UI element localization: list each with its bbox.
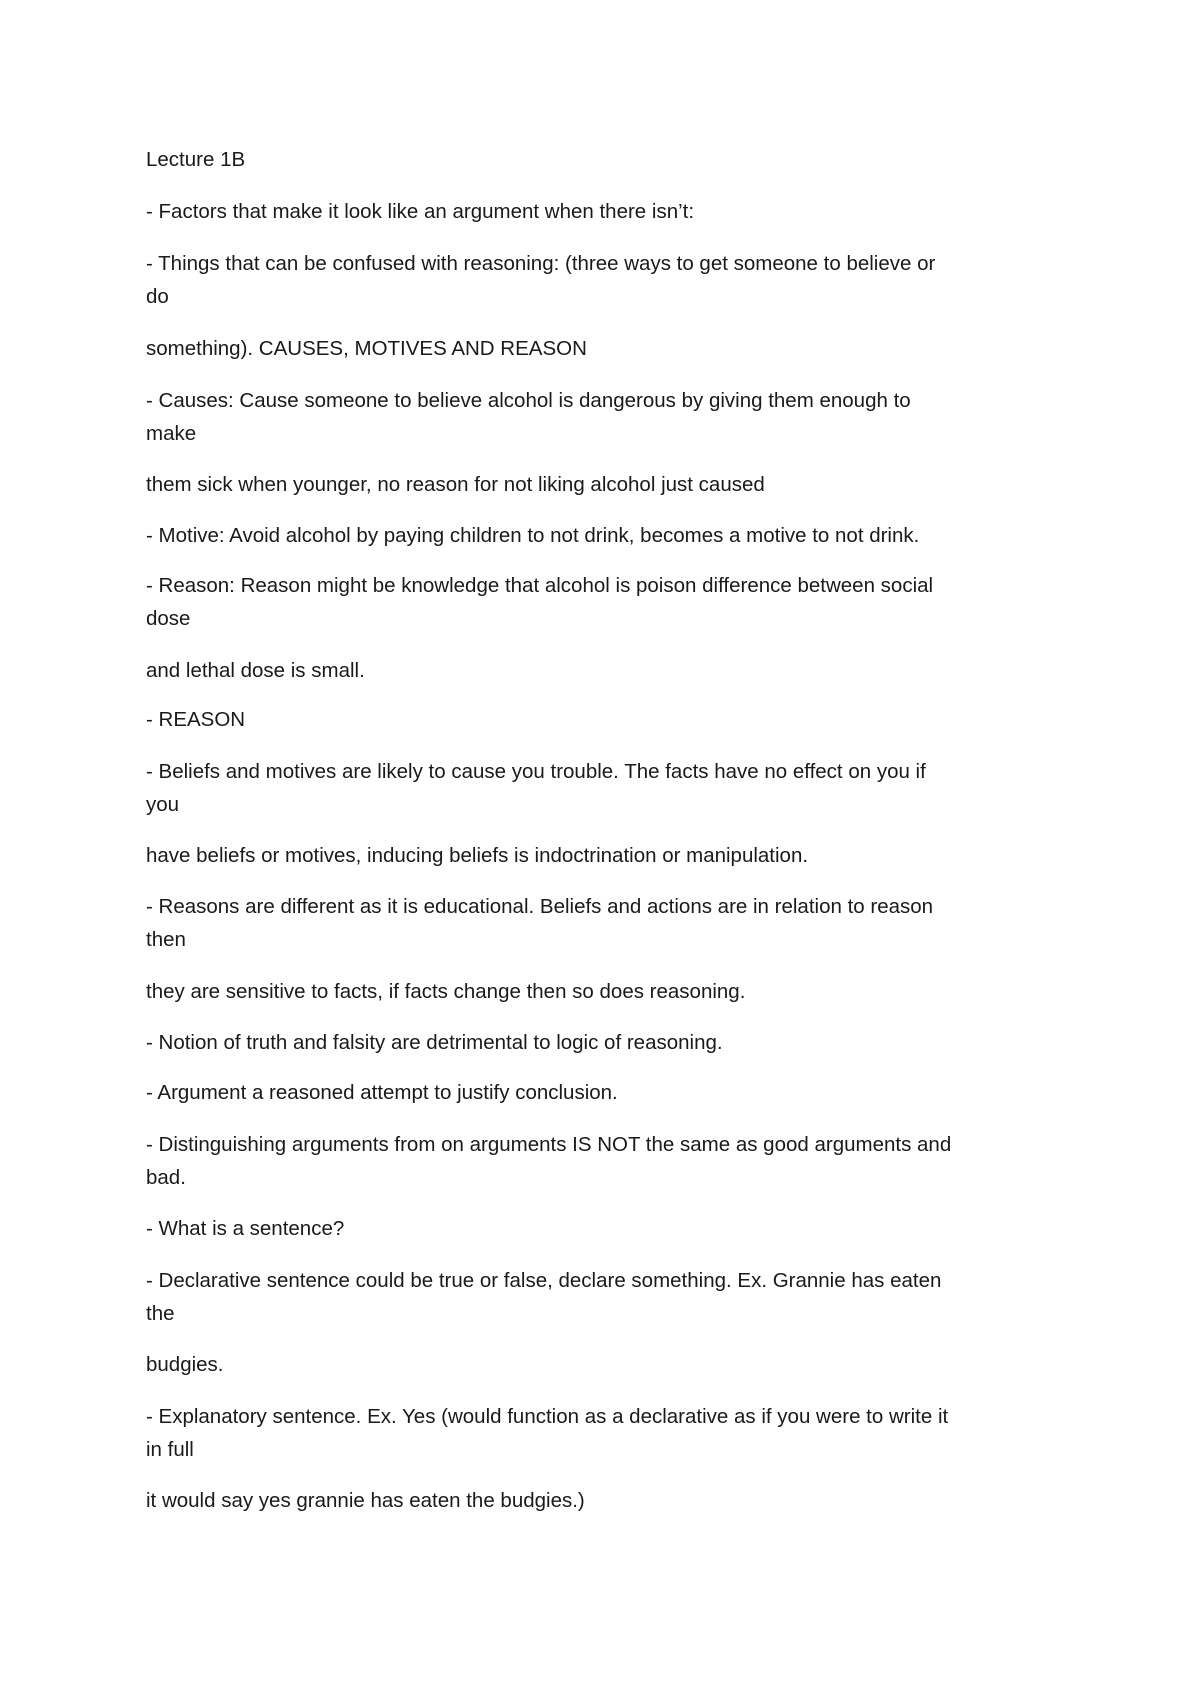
text-line: - REASON bbox=[146, 708, 246, 731]
text-line: the bbox=[146, 1302, 175, 1325]
text-line: - Beliefs and motives are likely to cause you trouble. The facts have no effect on you if bbox=[146, 760, 926, 783]
text-line: - Declarative sentence could be true or false, declare something. Ex. Grannie has eaten bbox=[146, 1269, 942, 1292]
text-line: and lethal dose is small. bbox=[146, 659, 365, 682]
text-line: it would say yes grannie has eaten the budgies.) bbox=[146, 1489, 585, 1512]
text-line: - Causes: Cause someone to believe alcohol is dangerous by giving them enough to bbox=[146, 389, 911, 412]
text-line: dose bbox=[146, 607, 191, 630]
text-line: - Argument a reasoned attempt to justify conclusion. bbox=[146, 1081, 618, 1104]
text-line: in full bbox=[146, 1438, 194, 1461]
text-line: have beliefs or motives, inducing beliefs is indoctrination or manipulation. bbox=[146, 844, 809, 867]
text-line: bad. bbox=[146, 1166, 186, 1189]
text-line: - Factors that make it look like an argument when there isn’t: bbox=[146, 200, 695, 223]
text-line: make bbox=[146, 422, 197, 445]
text-line: - Distinguishing arguments from on arguments IS NOT the same as good arguments and bbox=[146, 1133, 952, 1156]
text-line: - Explanatory sentence. Ex. Yes (would function as a declarative as if you were to write it bbox=[146, 1405, 949, 1428]
text-line: - Reason: Reason might be knowledge that alcohol is poison difference between social bbox=[146, 574, 934, 597]
text-line: something). CAUSES, MOTIVES AND REASON bbox=[146, 337, 587, 360]
text-line: budgies. bbox=[146, 1353, 224, 1376]
text-line: do bbox=[146, 285, 169, 308]
text-line: - What is a sentence? bbox=[146, 1217, 345, 1240]
text-line: - Reasons are different as it is educational. Beliefs and actions are in relation to reason bbox=[146, 895, 934, 918]
document-title: Lecture 1B bbox=[146, 148, 246, 171]
text-line: you bbox=[146, 793, 180, 816]
text-line: - Motive: Avoid alcohol by paying children to not drink, becomes a motive to not drink. bbox=[146, 524, 920, 547]
text-line: - Things that can be confused with reasoning: (three ways to get someone to believe or bbox=[146, 252, 936, 275]
text-line: then bbox=[146, 928, 186, 951]
text-line: them sick when younger, no reason for not liking alcohol just caused bbox=[146, 473, 765, 496]
text-line: - Notion of truth and falsity are detrimental to logic of reasoning. bbox=[146, 1031, 723, 1054]
text-line: they are sensitive to facts, if facts change then so does reasoning. bbox=[146, 980, 746, 1003]
